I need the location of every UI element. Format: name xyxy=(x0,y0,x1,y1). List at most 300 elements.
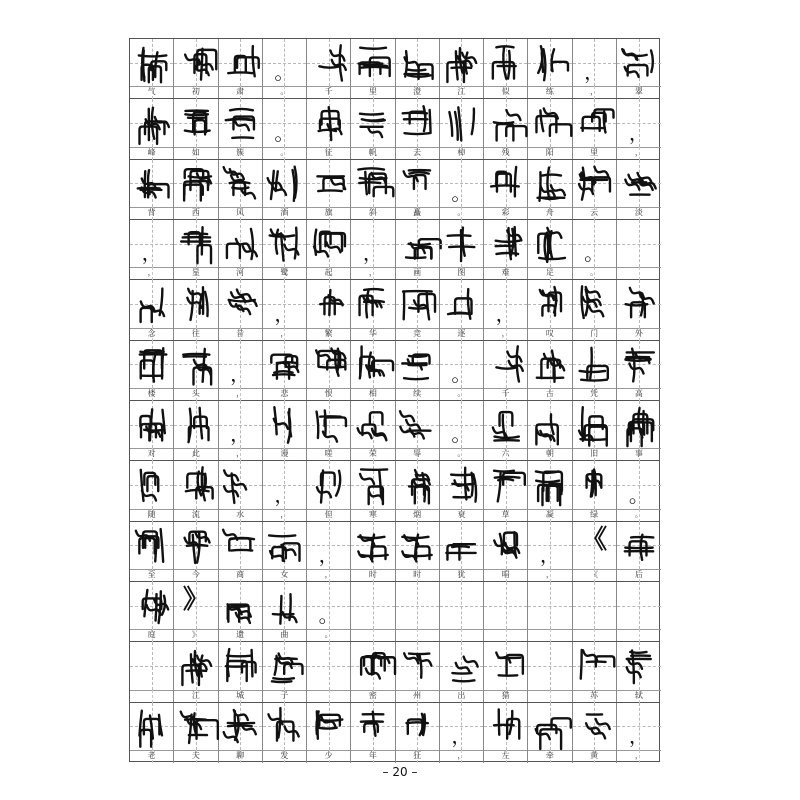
simplified-character-label: 江 xyxy=(457,87,466,97)
label-strip xyxy=(263,750,306,763)
practice-box xyxy=(174,280,217,328)
grid-cell xyxy=(307,642,351,701)
label-strip xyxy=(617,509,661,522)
simplified-character-label: 年 xyxy=(368,750,377,760)
seal-script-glyph xyxy=(222,465,258,505)
grid-cell xyxy=(617,582,661,641)
practice-box xyxy=(219,401,262,449)
grid-cell xyxy=(617,39,661,98)
seal-script-glyph xyxy=(222,586,258,626)
grid-cell xyxy=(528,703,572,763)
label-strip xyxy=(440,629,483,642)
label-strip xyxy=(484,750,527,763)
label-strip xyxy=(130,86,173,99)
guide-line-vertical xyxy=(417,629,418,642)
practice-box xyxy=(174,341,217,389)
punctuation-mark: 。 xyxy=(318,603,339,628)
label-strip xyxy=(440,328,483,341)
simplified-character-label: 凝 xyxy=(545,509,554,519)
guide-line-horizontal xyxy=(617,244,661,245)
grid-cell xyxy=(130,401,174,460)
label-strip xyxy=(219,509,262,522)
grid-cell xyxy=(174,642,218,701)
grid-cell xyxy=(484,280,528,339)
punctuation-mark: ， xyxy=(274,482,295,507)
seal-script-glyph xyxy=(443,103,479,143)
label-strip xyxy=(263,328,306,341)
seal-script-glyph xyxy=(532,706,568,746)
practice-box xyxy=(263,522,306,570)
seal-script-glyph xyxy=(311,43,347,83)
grid-cell xyxy=(617,522,661,581)
simplified-character-label: 楼 xyxy=(147,388,156,398)
practice-box xyxy=(263,582,306,630)
label-strip xyxy=(617,328,661,341)
grid-cell xyxy=(130,582,174,641)
label-strip xyxy=(573,328,616,341)
practice-box xyxy=(307,220,350,268)
practice-box xyxy=(484,401,527,449)
label-strip xyxy=(440,267,483,280)
label-strip xyxy=(307,267,350,280)
seal-script-glyph xyxy=(355,646,391,686)
seal-script-glyph xyxy=(399,224,435,264)
simplified-character-label: 残 xyxy=(501,147,510,157)
label-strip xyxy=(396,86,439,99)
simplified-character-label: 。 xyxy=(457,207,466,217)
label-strip xyxy=(617,448,661,461)
grid-cell xyxy=(130,160,174,219)
label-strip xyxy=(396,509,439,522)
simplified-character-label: 斜 xyxy=(368,207,377,217)
copybook-grid xyxy=(129,38,660,762)
label-strip xyxy=(219,147,262,160)
practice-box xyxy=(307,341,350,389)
simplified-character-label: 此 xyxy=(191,449,200,459)
simplified-character-label: 。 xyxy=(457,449,466,459)
punctuation-mark: ， xyxy=(584,60,605,85)
practice-box xyxy=(617,401,661,449)
simplified-character-label: 《 xyxy=(590,569,599,579)
practice-box xyxy=(219,461,262,509)
guide-line-horizontal xyxy=(307,666,350,667)
seal-script-glyph xyxy=(488,163,524,203)
label-strip xyxy=(174,509,217,522)
guide-line-horizontal xyxy=(528,666,571,667)
label-strip xyxy=(130,267,173,280)
label-strip xyxy=(528,388,571,401)
label-strip xyxy=(617,207,661,220)
label-strip xyxy=(307,750,350,763)
grid-cell xyxy=(219,522,263,581)
grid-cell xyxy=(130,280,174,339)
grid-cell xyxy=(219,703,263,763)
label-strip xyxy=(174,267,217,280)
simplified-character-label: 如 xyxy=(191,147,200,157)
punctuation-mark: 。 xyxy=(628,482,649,507)
seal-script-glyph xyxy=(134,405,170,445)
punctuation-mark: 。 xyxy=(451,180,472,205)
grid-cell xyxy=(484,401,528,460)
grid-cell xyxy=(130,341,174,400)
label-strip xyxy=(263,448,306,461)
seal-script-glyph xyxy=(266,344,302,384)
practice-box xyxy=(528,582,571,630)
label-strip xyxy=(307,690,350,703)
label-strip xyxy=(528,629,571,642)
simplified-character-label: ， xyxy=(457,750,466,760)
practice-box xyxy=(351,642,394,690)
seal-script-glyph xyxy=(532,344,568,384)
practice-box xyxy=(174,160,217,208)
grid-cell xyxy=(528,642,572,701)
label-strip xyxy=(263,86,306,99)
label-strip xyxy=(351,629,394,642)
seal-script-glyph xyxy=(621,525,657,565)
practice-box xyxy=(219,582,262,630)
grid-cell xyxy=(617,220,661,279)
practice-box xyxy=(174,703,217,751)
seal-script-glyph xyxy=(355,405,391,445)
seal-script-glyph xyxy=(311,405,347,445)
practice-box xyxy=(573,582,616,630)
label-strip xyxy=(130,509,173,522)
seal-script-glyph xyxy=(399,646,435,686)
grid-cell xyxy=(396,522,440,581)
practice-box xyxy=(396,99,439,147)
label-strip xyxy=(307,147,350,160)
simplified-character-label: 练 xyxy=(545,87,554,97)
label-strip xyxy=(174,750,217,763)
label-strip xyxy=(617,267,661,280)
punctuation-mark: ， xyxy=(230,361,251,386)
simplified-character-label: 谩 xyxy=(280,449,289,459)
grid-cell xyxy=(263,401,307,460)
grid-cell xyxy=(440,461,484,520)
grid-cell xyxy=(174,160,218,219)
guide-line-horizontal xyxy=(440,606,483,607)
practice-box xyxy=(307,39,350,87)
practice-box xyxy=(484,522,527,570)
label-strip xyxy=(351,207,394,220)
practice-box xyxy=(130,642,173,690)
practice-box xyxy=(617,280,661,328)
simplified-character-label: 彩 xyxy=(501,207,510,217)
seal-script-glyph xyxy=(576,344,612,384)
label-strip xyxy=(484,448,527,461)
grid-cell xyxy=(219,280,263,339)
simplified-character-label: 。 xyxy=(324,630,333,640)
practice-box xyxy=(351,160,394,208)
label-strip xyxy=(219,388,262,401)
seal-script-glyph xyxy=(134,525,170,565)
simplified-character-label: 江 xyxy=(191,690,200,700)
label-strip xyxy=(174,388,217,401)
label-strip xyxy=(307,388,350,401)
seal-script-glyph xyxy=(399,284,435,324)
grid-cell xyxy=(263,220,307,279)
page-number: – 20 – xyxy=(382,765,418,779)
grid-cell xyxy=(396,220,440,279)
simplified-character-label: ， xyxy=(324,569,333,579)
punctuation-mark: ， xyxy=(362,241,383,266)
seal-script-glyph xyxy=(178,103,214,143)
guide-line-vertical xyxy=(550,690,551,703)
punctuation-mark: ， xyxy=(451,723,472,748)
practice-box xyxy=(396,280,439,328)
simplified-character-label: 发 xyxy=(280,750,289,760)
grid-cell xyxy=(307,461,351,520)
simplified-character-label: 风 xyxy=(236,207,245,217)
label-strip xyxy=(219,328,262,341)
seal-script-glyph xyxy=(222,163,258,203)
grid-cell xyxy=(617,99,661,158)
seal-script-glyph xyxy=(266,224,302,264)
practice-box xyxy=(484,160,527,208)
simplified-character-label: ， xyxy=(368,268,377,278)
grid-cell xyxy=(573,642,617,701)
practice-box xyxy=(396,461,439,509)
practice-box xyxy=(219,39,262,87)
label-strip xyxy=(396,207,439,220)
practice-box xyxy=(307,703,350,751)
practice-box xyxy=(130,461,173,509)
simplified-character-label: 门 xyxy=(590,328,599,338)
grid-cell xyxy=(484,160,528,219)
seal-script-glyph xyxy=(443,224,479,264)
label-strip xyxy=(528,750,571,763)
label-strip xyxy=(573,750,616,763)
practice-box xyxy=(528,461,571,509)
label-strip xyxy=(573,569,616,582)
simplified-character-label: 少 xyxy=(324,750,333,760)
label-strip xyxy=(263,690,306,703)
seal-script-glyph xyxy=(532,405,568,445)
simplified-character-label: 辱 xyxy=(413,449,422,459)
grid-cell xyxy=(440,642,484,701)
simplified-character-label: 初 xyxy=(191,87,200,97)
label-strip xyxy=(307,448,350,461)
label-strip xyxy=(573,147,616,160)
label-strip xyxy=(263,267,306,280)
grid-cell xyxy=(396,341,440,400)
grid-cell xyxy=(130,220,174,279)
grid-cell xyxy=(484,39,528,98)
punctuation-mark: ， xyxy=(628,120,649,145)
practice-box xyxy=(130,703,173,751)
practice-box xyxy=(219,160,262,208)
seal-script-glyph xyxy=(311,706,347,746)
practice-box xyxy=(351,280,394,328)
practice-box xyxy=(440,401,483,449)
label-strip xyxy=(617,690,661,703)
simplified-character-label: 逐 xyxy=(457,328,466,338)
seal-script-glyph xyxy=(222,224,258,264)
practice-box xyxy=(440,522,483,570)
seal-script-glyph xyxy=(532,224,568,264)
guide-line-vertical xyxy=(373,629,374,642)
simplified-character-label: ， xyxy=(147,268,156,278)
label-strip xyxy=(219,448,262,461)
seal-script-glyph xyxy=(134,344,170,384)
grid-cell xyxy=(573,160,617,219)
practice-box xyxy=(351,99,394,147)
practice-box xyxy=(174,401,217,449)
simplified-character-label: ， xyxy=(236,388,245,398)
simplified-character-label: ， xyxy=(501,328,510,338)
practice-box xyxy=(307,280,350,328)
guide-line-vertical xyxy=(329,690,330,703)
grid-cell xyxy=(528,341,572,400)
seal-script-glyph xyxy=(311,344,347,384)
simplified-character-label: 女 xyxy=(280,569,289,579)
grid-row xyxy=(130,642,659,702)
practice-box xyxy=(263,401,306,449)
label-strip xyxy=(263,569,306,582)
label-strip xyxy=(484,328,527,341)
label-strip xyxy=(351,448,394,461)
practice-box xyxy=(440,99,483,147)
seal-script-glyph xyxy=(621,344,657,384)
simplified-character-label: 竞 xyxy=(413,328,422,338)
practice-box xyxy=(263,703,306,751)
practice-box xyxy=(484,99,527,147)
grid-cell xyxy=(617,280,661,339)
guide-line-vertical xyxy=(461,629,462,642)
grid-cell xyxy=(440,582,484,641)
simplified-character-label: 峰 xyxy=(147,147,156,157)
simplified-character-label: 。 xyxy=(634,509,643,519)
grid-cell xyxy=(617,642,661,701)
simplified-character-label: 。 xyxy=(280,147,289,157)
grid-cell xyxy=(484,582,528,641)
seal-script-glyph xyxy=(488,646,524,686)
simplified-character-label: 棹 xyxy=(457,147,466,157)
practice-box xyxy=(307,522,350,570)
grid-cell xyxy=(174,522,218,581)
grid-row xyxy=(130,220,659,280)
label-strip xyxy=(130,448,173,461)
practice-box xyxy=(573,401,616,449)
grid-cell xyxy=(351,522,395,581)
simplified-character-label: 悲 xyxy=(280,388,289,398)
practice-box xyxy=(617,461,661,509)
grid-cell xyxy=(219,99,263,158)
label-strip xyxy=(440,509,483,522)
simplified-character-label: 西 xyxy=(191,207,200,217)
guide-line-vertical xyxy=(550,629,551,642)
simplified-character-label: 猎 xyxy=(501,690,510,700)
label-strip xyxy=(484,267,527,280)
simplified-character-label: 商 xyxy=(236,569,245,579)
simplified-character-label: 去 xyxy=(413,147,422,157)
practice-box xyxy=(440,220,483,268)
grid-cell xyxy=(573,703,617,763)
seal-script-glyph xyxy=(443,43,479,83)
practice-box xyxy=(263,99,306,147)
label-strip xyxy=(528,147,571,160)
label-strip xyxy=(130,569,173,582)
practice-box xyxy=(396,220,439,268)
grid-cell xyxy=(174,582,218,641)
simplified-character-label: 肃 xyxy=(236,87,245,97)
grid-cell xyxy=(351,39,395,98)
seal-script-glyph xyxy=(222,525,258,565)
grid-cell xyxy=(440,522,484,581)
label-strip xyxy=(573,267,616,280)
label-strip xyxy=(174,569,217,582)
grid-cell xyxy=(528,522,572,581)
label-strip xyxy=(351,569,394,582)
seal-script-glyph xyxy=(134,284,170,324)
simplified-character-label: 荣 xyxy=(368,449,377,459)
seal-script-glyph xyxy=(399,103,435,143)
practice-box xyxy=(174,642,217,690)
practice-box xyxy=(484,341,527,389)
label-strip xyxy=(573,509,616,522)
practice-box xyxy=(174,461,217,509)
label-strip xyxy=(130,207,173,220)
label-strip xyxy=(573,86,616,99)
grid-cell xyxy=(440,39,484,98)
simplified-character-label: 星 xyxy=(191,268,200,278)
grid-cell xyxy=(617,160,661,219)
simplified-character-label: 帆 xyxy=(368,147,377,157)
simplified-character-label: 草 xyxy=(501,509,510,519)
label-strip xyxy=(484,86,527,99)
label-strip xyxy=(351,388,394,401)
simplified-character-label: 河 xyxy=(236,268,245,278)
simplified-character-label: 续 xyxy=(413,388,422,398)
label-strip xyxy=(528,267,571,280)
seal-script-glyph xyxy=(576,646,612,686)
grid-cell xyxy=(219,401,263,460)
seal-script-glyph xyxy=(355,284,391,324)
punctuation-mark: ， xyxy=(495,301,516,326)
practice-box xyxy=(440,39,483,87)
practice-box xyxy=(573,703,616,751)
seal-script-glyph xyxy=(488,706,524,746)
label-strip xyxy=(617,569,661,582)
grid-row xyxy=(130,341,659,401)
label-strip xyxy=(573,629,616,642)
grid-cell xyxy=(307,280,351,339)
seal-script-glyph xyxy=(532,103,568,143)
grid-row xyxy=(130,280,659,340)
label-strip xyxy=(351,509,394,522)
practice-box xyxy=(396,642,439,690)
simplified-character-label: 昔 xyxy=(236,328,245,338)
practice-box xyxy=(174,220,217,268)
label-strip xyxy=(263,147,306,160)
practice-box xyxy=(617,703,661,751)
practice-box xyxy=(307,160,350,208)
seal-script-glyph xyxy=(178,344,214,384)
simplified-character-label: 千 xyxy=(501,388,510,398)
label-strip xyxy=(219,86,262,99)
practice-box xyxy=(396,703,439,751)
practice-box xyxy=(573,341,616,389)
grid-cell xyxy=(440,341,484,400)
grid-cell xyxy=(174,99,218,158)
practice-box xyxy=(351,522,394,570)
practice-box xyxy=(573,280,616,328)
simplified-character-label: 华 xyxy=(368,328,377,338)
practice-box xyxy=(484,642,527,690)
practice-box xyxy=(130,160,173,208)
practice-box xyxy=(174,582,217,630)
practice-box xyxy=(130,99,173,147)
